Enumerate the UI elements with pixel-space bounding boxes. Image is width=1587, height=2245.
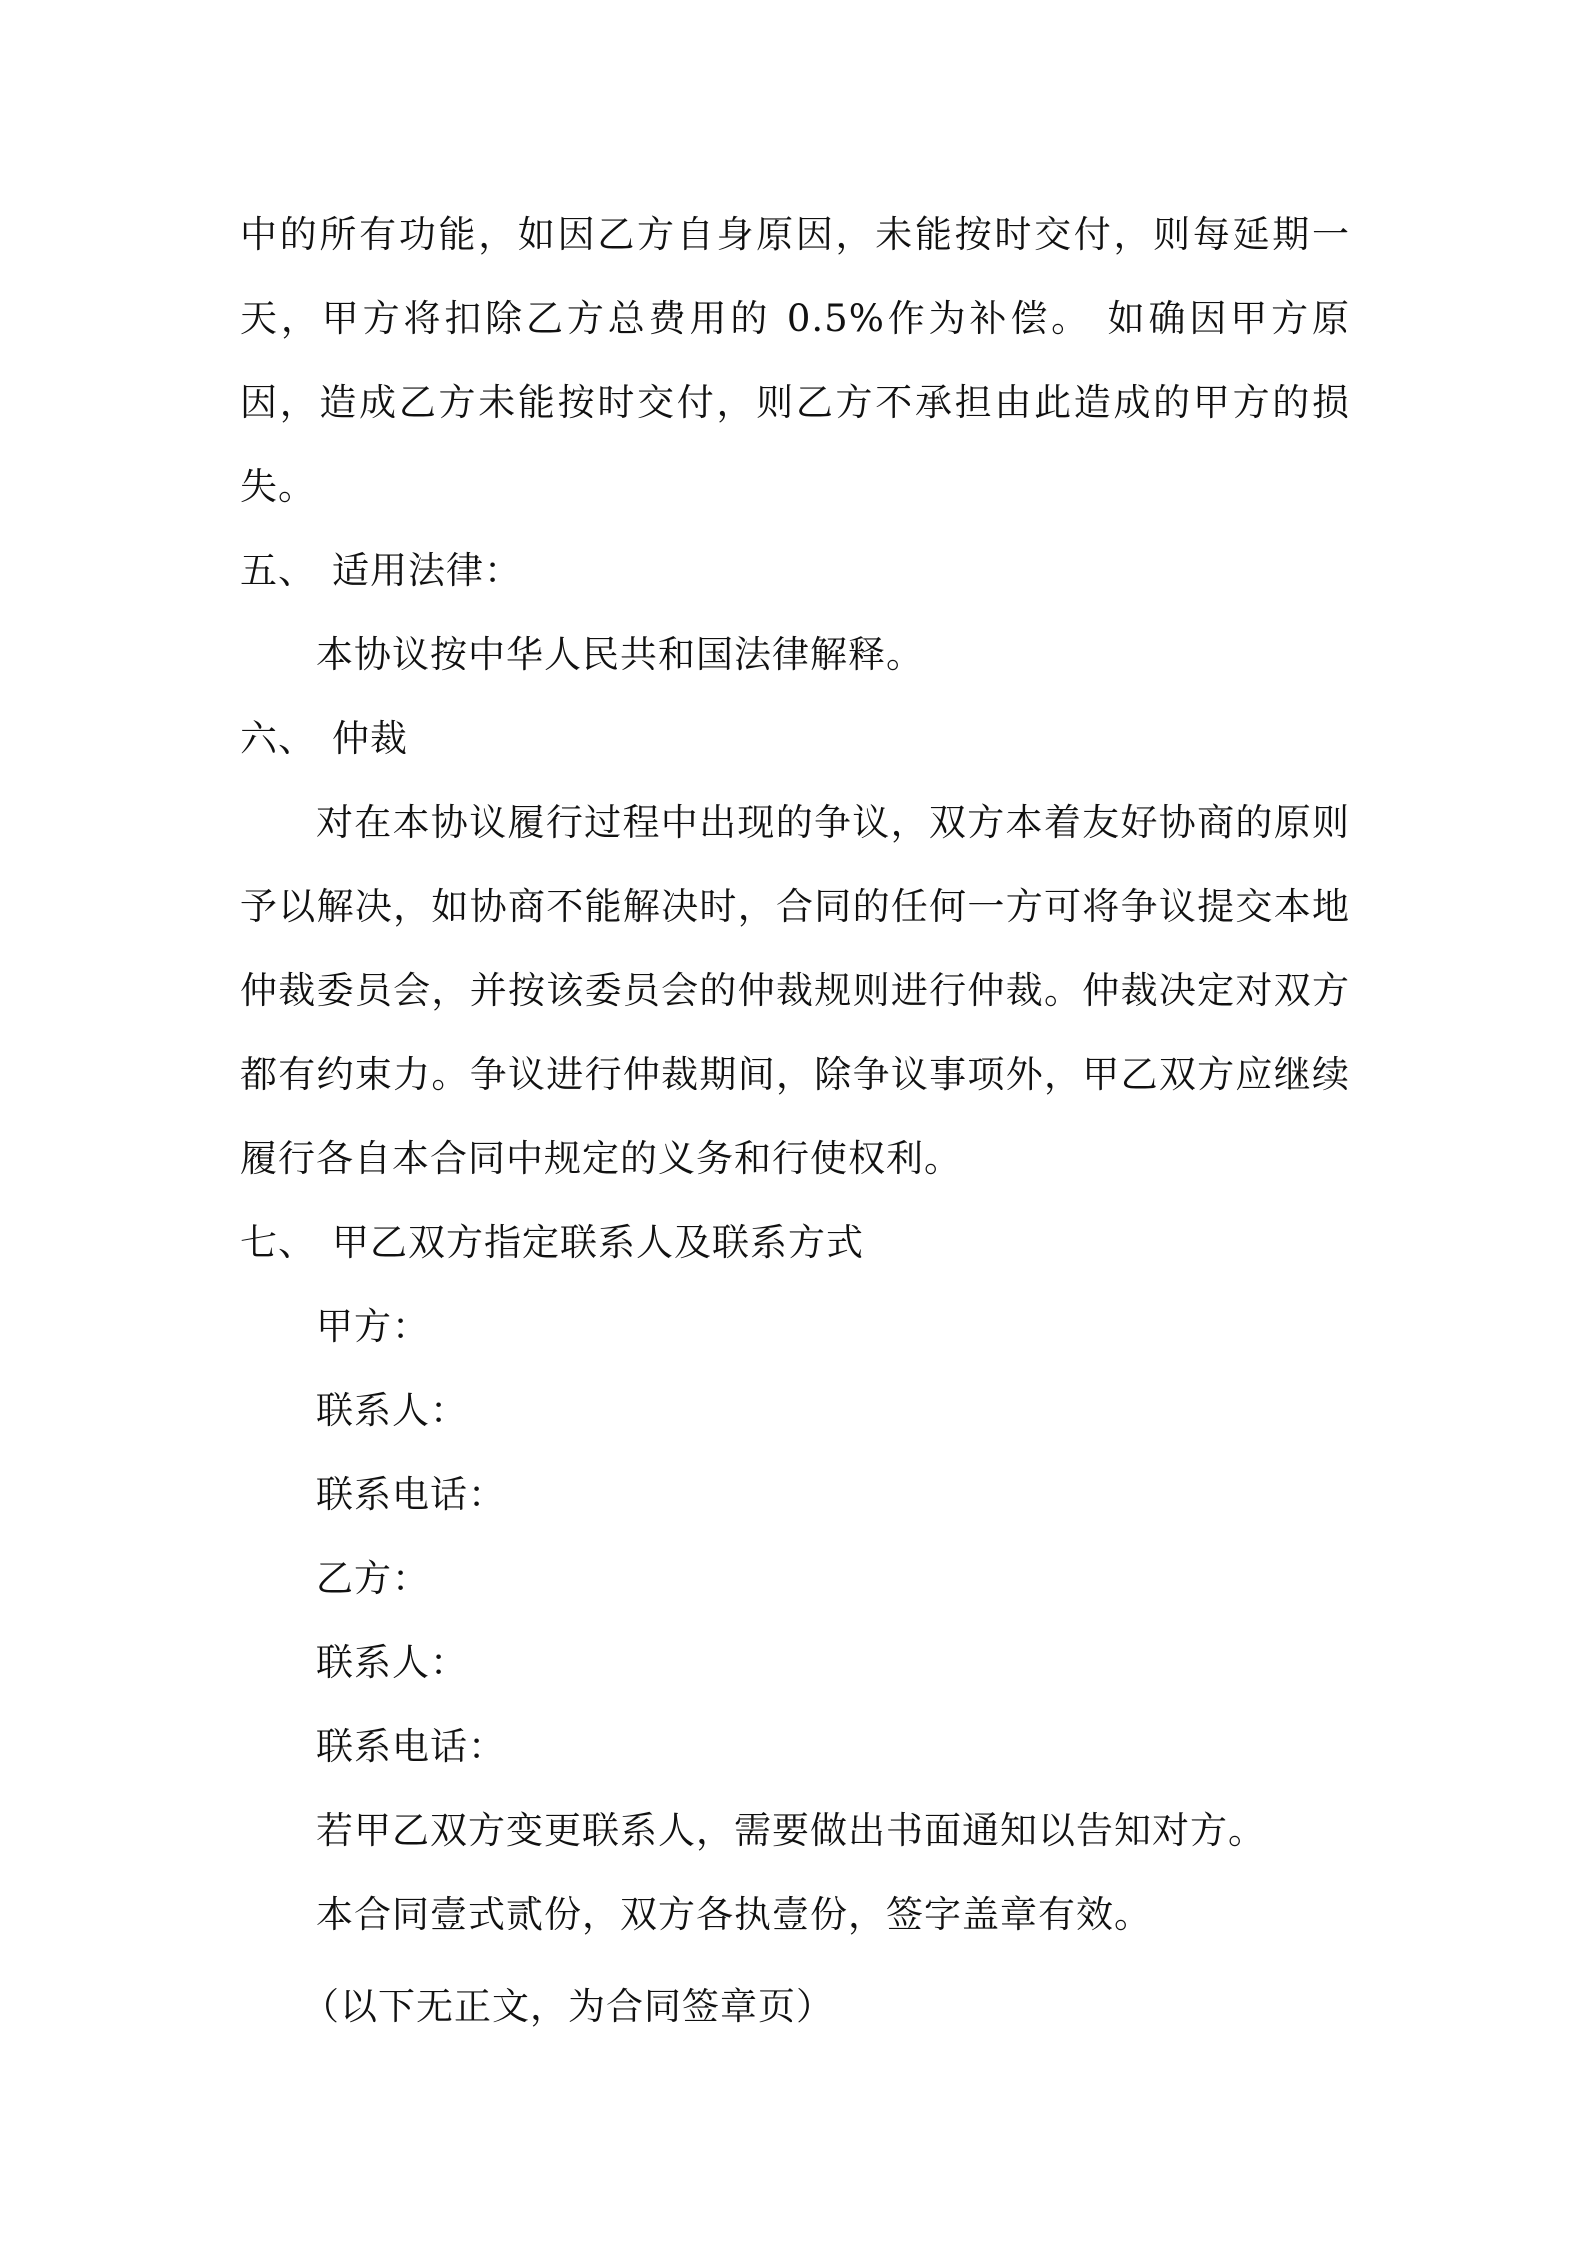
party-b-phone-label: 联系电话：	[316, 1725, 506, 1768]
section-5-number: 五、	[240, 549, 316, 592]
section-6-body: 对在本协议履行过程中出现的争议，双方本着友好协商的原则予以解决，如协商不能解决时，合同的任何一方可将争议提交本地仲裁委员会，并按该委员会的仲裁规则进行仲裁。仲裁决定对双方都有约束力。争议进行仲裁期间，除争议事项外，甲乙双方应继续履行各自本合同中规定的义务和行使权利。	[240, 801, 1350, 1180]
party-a-phone-label: 联系电话：	[316, 1473, 506, 1516]
section-5-heading	[240, 529, 1350, 613]
intro-paragraph: 中的所有功能，如因乙方自身原因，未能按时交付，则每延期一天，甲方将扣除乙方总费用的 0.5%作为补偿。 如确因甲方原因，造成乙方未能按时交付，则乙方不承担由此造成的甲方的损失。	[240, 213, 1350, 508]
section-7-heading	[240, 1201, 1350, 1285]
section-6-number: 六、	[240, 717, 316, 760]
party-b-contact-label: 联系人：	[316, 1641, 468, 1684]
footer-block	[240, 1965, 1350, 2049]
party-a-label: 甲方：	[316, 1305, 430, 1348]
contract-copies-statement: 本合同壹式贰份，双方各执壹份，签字盖章有效。	[316, 1893, 1152, 1936]
section-7-title: 甲乙双方指定联系人及联系方式	[332, 1221, 864, 1264]
signature-page-note: （以下无正文，为合同签章页）	[302, 1985, 834, 2028]
contract-text	[240, 193, 1350, 1957]
party-a-contact-label: 联系人：	[316, 1389, 468, 1432]
section-7-number: 七、	[240, 1221, 316, 1264]
section-5-title: 适用法律：	[332, 549, 522, 592]
section-6-heading	[240, 697, 1350, 781]
contact-change-notice: 若甲乙双方变更联系人，需要做出书面通知以告知对方。	[316, 1809, 1266, 1852]
section-5-body: 本协议按中华人民共和国法律解释。	[316, 633, 924, 676]
party-b-label: 乙方：	[316, 1557, 430, 1600]
section-6-title: 仲裁	[332, 717, 408, 760]
